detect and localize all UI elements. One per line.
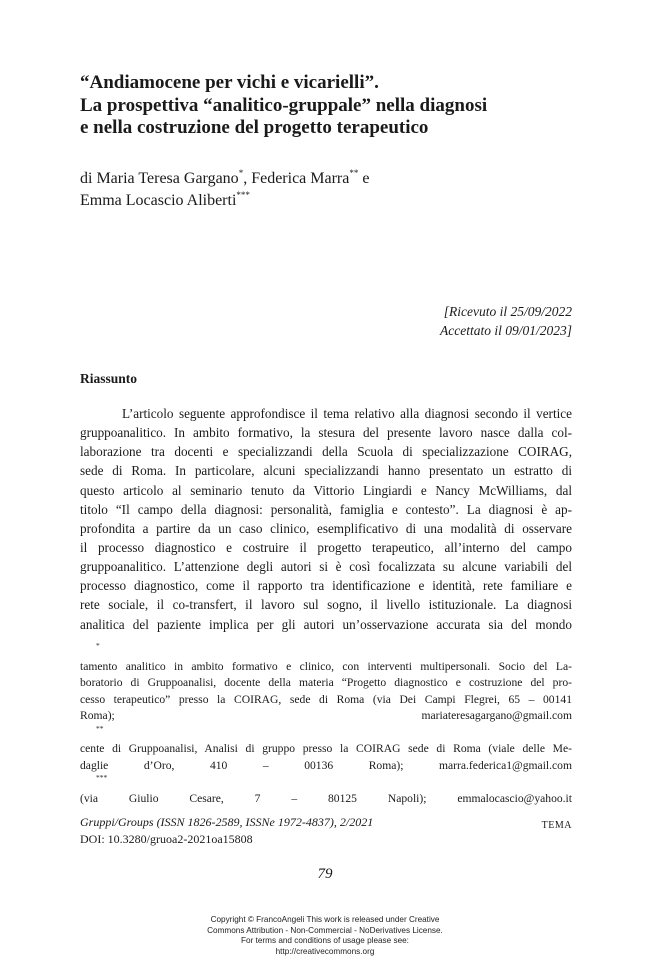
- abstract-heading: Riassunto: [80, 371, 138, 386]
- abstract-line: L’articolo seguente approfondisce il tema relativo alla diagnosi secondo il vertice: [122, 406, 572, 421]
- abstract-line: profondita a partire da un caso clinico, esemplificativo di una modalità di osservare: [80, 520, 572, 536]
- abstract-line: questo articolo al seminario tenuto da Vittorio Lingiardi e Nancy McWilliams, dal: [80, 482, 572, 498]
- footnote-line: [80, 774, 572, 791]
- author-separator: ,: [243, 170, 252, 187]
- license-link[interactable]: http://creativecommons.org: [275, 946, 375, 956]
- author-line: [80, 190, 580, 212]
- title-line: e nella costruzione del progetto terapeutico: [80, 117, 429, 138]
- footnote-email[interactable]: (via Giulio Cesare, 7 – 80125 Napoli); emmalocascio@yahoo.it: [80, 791, 572, 805]
- article-title: [80, 72, 580, 140]
- license-line: For terms and conditions of usage please see:: [241, 936, 409, 946]
- author-name: Maria Teresa Gargano: [96, 170, 239, 187]
- footnote-marker[interactable]: ***: [236, 190, 250, 200]
- abstract-line: sede di Roma. In particolare, alcuni specializzandi hanno presentato un estratto di: [80, 463, 572, 479]
- abstract-line: gruppoanalitico. In ambito formativo, la stesura del presente lavoro nasce dalla col-: [80, 425, 572, 441]
- footnote-line: boratorio di Gruppoanalisi, docente della materia “Progetto diagnostico e costruzione del pro-: [80, 676, 572, 689]
- abstract-line: titolo “Il campo della diagnosi: personalità, famiglia e contesto”. La diagnosi è ap-: [80, 501, 572, 517]
- footnote-marker[interactable]: *: [238, 168, 244, 178]
- footnote-email[interactable]: daglie d’Oro, 410 – 00136 Roma); marra.federica1@gmail.com: [80, 758, 572, 772]
- footnote-line: cente di Gruppoanalisi, Analisi di gruppo presso la COIRAG sede di Roma (viale delle Me-: [80, 742, 572, 755]
- footnote-email[interactable]: Roma); mariateresagargano@gmail.com: [80, 709, 572, 722]
- license-notice: [0, 915, 650, 957]
- author-line: [80, 168, 580, 190]
- footnote-marker: ***: [96, 774, 108, 782]
- title-line: La prospettiva “analitico-gruppale” nella diagnosi: [80, 94, 488, 116]
- accepted-date: Accettato il 09/01/2023]: [440, 323, 572, 338]
- page-number: 79: [317, 866, 333, 882]
- footnote-marker: **: [96, 724, 104, 733]
- abstract-line: laborazione tra docenti e specializzandi della Scuola di specializzazione COIRAG,: [80, 444, 572, 460]
- author-separator: e: [358, 170, 370, 187]
- submission-dates: [440, 302, 572, 340]
- journal-info: [80, 814, 572, 848]
- footnotes: [80, 642, 572, 807]
- author-list: [80, 168, 580, 212]
- abstract-line: rete sociale, il co-transfert, il lavoro sul sogno, il livello istituzionale. La diagnosi: [80, 597, 572, 613]
- footnote-marker: *: [96, 642, 100, 650]
- footnote-line: [80, 725, 572, 742]
- doi-link[interactable]: DOI: 10.3280/gruoa2-2021oa15808: [80, 832, 253, 846]
- abstract-body: [80, 404, 572, 634]
- footnote-line: [80, 708, 572, 725]
- license-line: Commons Attribution - Non-Commercial - NoDerivatives License.: [207, 925, 443, 935]
- abstract-line: processo diagnostico, come il rapporto tra identificazione e identità, rete familiare e: [80, 578, 572, 594]
- footnote-line: [80, 791, 572, 808]
- license-line: Copyright © FrancoAngeli This work is released under Creative: [210, 915, 440, 924]
- journal-citation: Gruppi/Groups (ISSN 1826-2589, ISSNe 1972-4837), 2/2021: [80, 815, 374, 829]
- title-line: “Andiamocene per vichi e vicarielli”.: [80, 72, 379, 93]
- author-name: Emma Locascio Aliberti: [80, 192, 237, 209]
- section-tag: TEMA: [541, 820, 572, 831]
- footnote-line: [80, 642, 572, 659]
- footnote-line: tamento analitico in ambito formativo e clinico, con interventi multipersonali. Socio del La-: [80, 659, 572, 673]
- footnote-marker[interactable]: **: [349, 168, 359, 178]
- footnote-line: [80, 758, 572, 775]
- author-name: Federica Marra: [251, 170, 350, 187]
- received-date: [Ricevuto il 25/09/2022: [443, 304, 572, 319]
- author-prefix: di: [80, 170, 97, 187]
- abstract-line: il processo diagnostico e costruire il progetto terapeutico, all’interno del campo: [80, 539, 572, 555]
- abstract-line: analitica del paziente implica per gli autori un’osservazione accurata sia del mondo: [80, 616, 572, 632]
- footnote-line: cesso terapeutico” presso la COIRAG, sede di Roma (via Dei Campi Flegrei, 65 – 00141: [80, 692, 572, 706]
- abstract-line: gruppoanalitico. L’attenzione degli autori si è così focalizzata su alcune variabili del: [80, 559, 572, 575]
